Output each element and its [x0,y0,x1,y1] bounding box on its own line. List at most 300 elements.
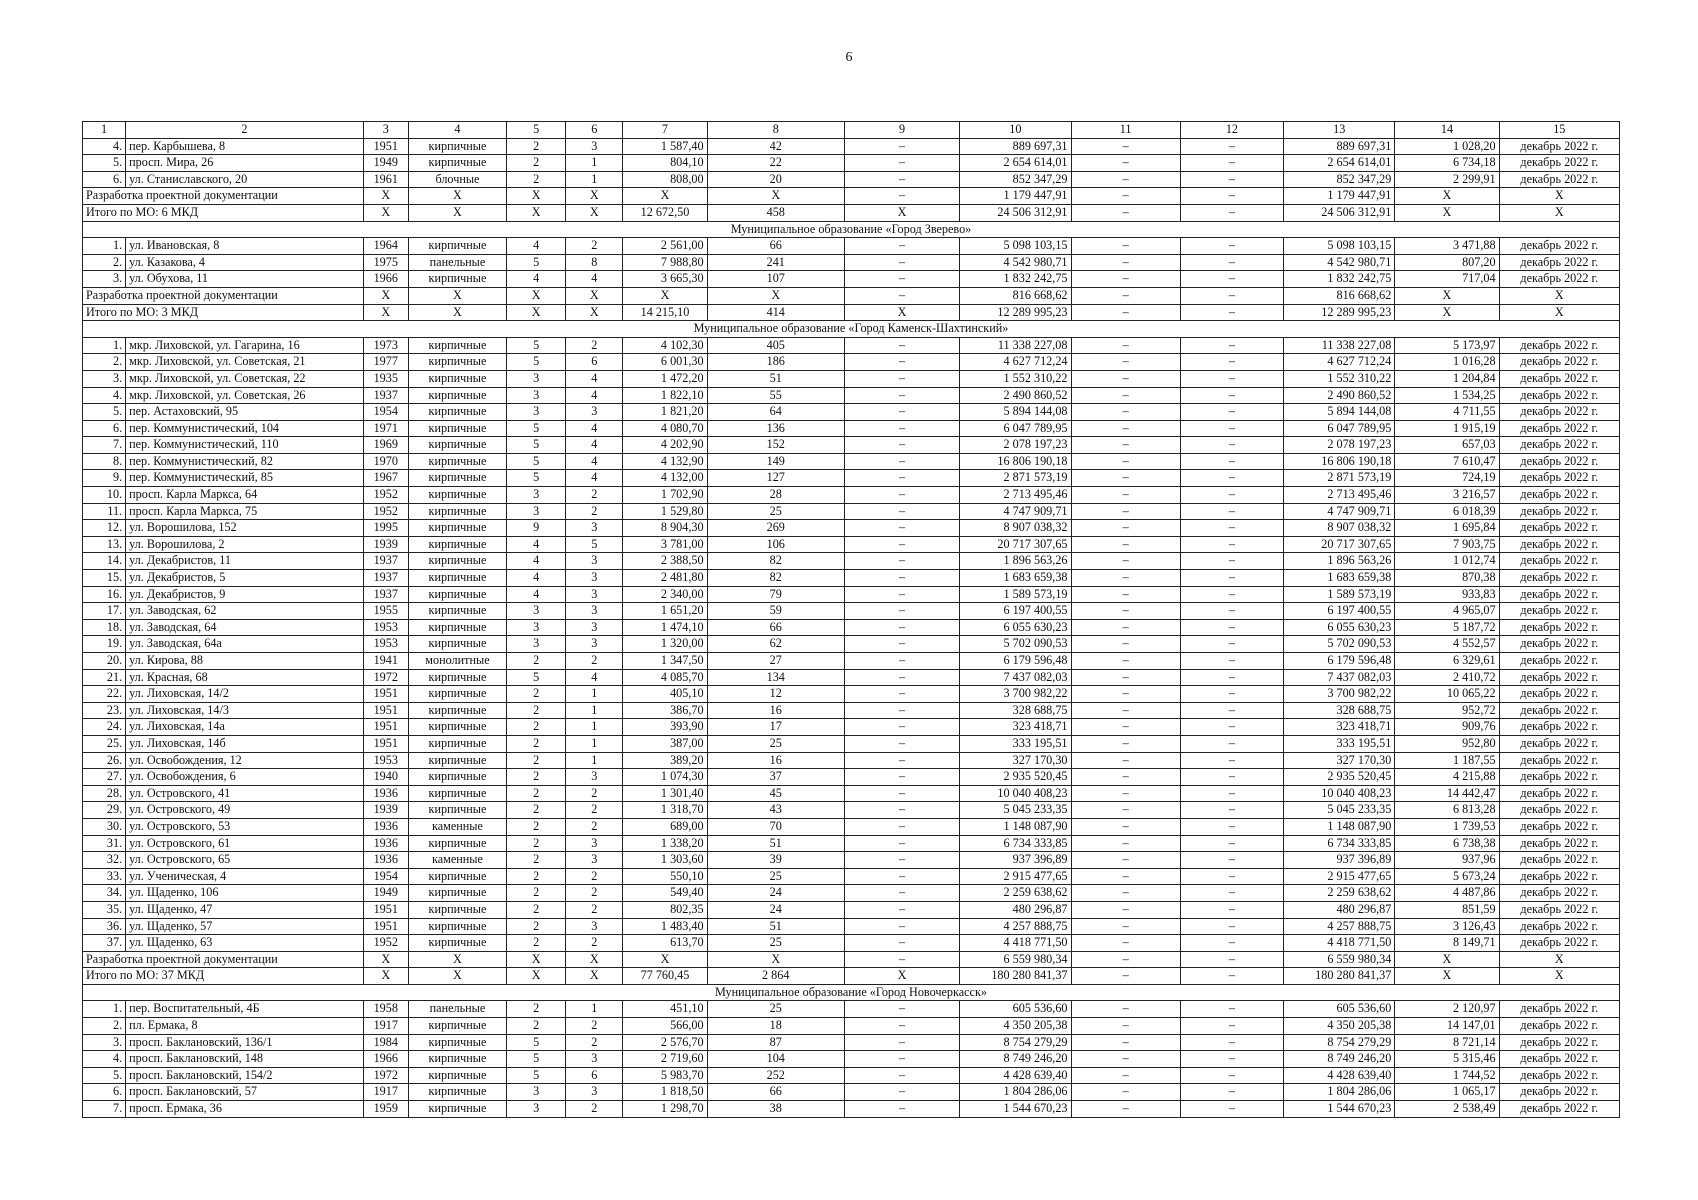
table-cell: – [1180,603,1283,620]
table-cell: 6 738,38 [1395,835,1499,852]
table-cell: – [1180,868,1283,885]
summary-cell: 1 179 447,91 [960,188,1071,205]
summary-row [83,287,1620,304]
table-cell: – [1071,835,1180,852]
table-cell: 25 [707,935,844,952]
table-cell: 2 713 495,46 [1284,487,1395,504]
table-cell: ул. Декабристов, 9 [126,586,364,603]
table-cell: 1937 [363,553,408,570]
table-cell: 3. [83,1034,126,1051]
table-cell: 87 [707,1034,844,1051]
table-cell: ул. Лиховская, 14/2 [126,686,364,703]
table-cell: 2 490 860,52 [1284,387,1395,404]
summary-cell: 180 280 841,37 [1284,968,1395,985]
table-cell: просп. Ермака, 36 [126,1101,364,1118]
table-cell: 2 120,97 [1395,1001,1499,1018]
table-cell: – [1180,636,1283,653]
table-cell: кирпичные [408,536,506,553]
table-cell: 2 654 614,01 [960,155,1071,172]
table-cell: 4 [507,586,566,603]
municipality-title: Муниципальное образование «Город Зверево» [83,221,1620,238]
table-cell: 1939 [363,536,408,553]
table-cell: – [1071,570,1180,587]
table-cell: 1 896 563,26 [960,553,1071,570]
table-cell: 2 [507,785,566,802]
table-cell: 3 471,88 [1395,238,1499,255]
summary-cell: – [1180,968,1283,985]
table-cell: 605 536,60 [1284,1001,1395,1018]
table-cell: 1 074,30 [623,769,707,786]
table-cell: декабрь 2022 г. [1499,470,1619,487]
summary-cell: X [566,968,623,985]
table-row [83,918,1620,935]
table-cell: 2 [566,885,623,902]
table-cell: пер. Карбышева, 8 [126,138,364,155]
table-cell: 1951 [363,686,408,703]
summary-label: Разработка проектной документации [83,188,364,205]
table-cell: 2 915 477,65 [960,868,1071,885]
table-cell: 6 [566,354,623,371]
table-cell: кирпичные [408,769,506,786]
table-cell: 870,38 [1395,570,1499,587]
table-cell: 25. [83,735,126,752]
summary-cell: X [408,287,506,304]
table-cell: 4 [507,238,566,255]
table-cell: 6 179 596,48 [960,653,1071,670]
table-cell: 2 871 573,19 [1284,470,1395,487]
table-cell: – [1180,586,1283,603]
table-cell: 1 651,20 [623,603,707,620]
table-cell: – [1071,669,1180,686]
table-cell: 55 [707,387,844,404]
table-cell: 1 544 670,23 [1284,1101,1395,1118]
table-cell: декабрь 2022 г. [1499,1034,1619,1051]
table-cell: – [1071,586,1180,603]
table-cell: – [844,735,959,752]
table-cell: 1977 [363,354,408,371]
table-cell: 1. [83,337,126,354]
table-cell: 11 338 227,08 [960,337,1071,354]
table-cell: 2 [507,868,566,885]
table-cell: – [1180,354,1283,371]
table-row [83,1051,1620,1068]
repair-program-table [82,121,1620,1118]
table-cell: 107 [707,271,844,288]
table-cell: 5. [83,155,126,172]
table-cell: – [1071,1101,1180,1118]
table-cell: 4 [566,453,623,470]
table-row [83,138,1620,155]
table-cell: – [1071,752,1180,769]
table-cell: 1 552 310,22 [1284,370,1395,387]
table-cell: 566,00 [623,1018,707,1035]
table-cell: панельные [408,254,506,271]
table-cell: 6 [566,1067,623,1084]
summary-row [83,968,1620,985]
table-cell: 3 [507,404,566,421]
table-cell: – [844,453,959,470]
table-cell: – [1071,254,1180,271]
table-cell: 724,19 [1395,470,1499,487]
table-cell: – [844,520,959,537]
table-cell: 2 [507,702,566,719]
table-cell: 328 688,75 [1284,702,1395,719]
table-cell: 2 [507,818,566,835]
table-cell: 16 806 190,18 [960,453,1071,470]
table-cell: 1951 [363,901,408,918]
table-cell: – [844,437,959,454]
table-cell: 2 [507,155,566,172]
summary-cell: X [1499,204,1619,221]
table-cell: 1 472,20 [623,370,707,387]
table-cell: 6 018,39 [1395,503,1499,520]
table-cell: 4 257 888,75 [960,918,1071,935]
table-cell: – [1180,1018,1283,1035]
table-cell: – [1180,254,1283,271]
summary-cell: X [507,304,566,321]
table-cell: 59 [707,603,844,620]
table-cell: – [1180,686,1283,703]
table-cell: 1 804 286,06 [1284,1084,1395,1101]
table-cell: 3 216,57 [1395,487,1499,504]
table-cell: 1 204,84 [1395,370,1499,387]
table-cell: 5 894 144,08 [1284,404,1395,421]
table-cell: 19. [83,636,126,653]
table-cell: 66 [707,238,844,255]
table-cell: 11 338 227,08 [1284,337,1395,354]
table-cell: ул. Декабристов, 5 [126,570,364,587]
table-cell: – [1180,1084,1283,1101]
table-cell: 2 713 495,46 [960,487,1071,504]
table-cell: ул. Освобождения, 12 [126,752,364,769]
table-cell: ул. Заводская, 62 [126,603,364,620]
table-cell: 14 147,01 [1395,1018,1499,1035]
table-cell: кирпичные [408,453,506,470]
table-cell: 605 536,60 [960,1001,1071,1018]
table-cell: – [1180,752,1283,769]
table-cell: 1 303,60 [623,852,707,869]
table-cell: – [1180,520,1283,537]
table-cell: – [1180,901,1283,918]
table-cell: декабрь 2022 г. [1499,586,1619,603]
table-cell: – [1071,138,1180,155]
table-cell: 657,03 [1395,437,1499,454]
summary-cell: X [1395,968,1499,985]
table-cell: – [1071,686,1180,703]
table-cell: – [844,470,959,487]
table-cell: – [1071,918,1180,935]
table-row [83,769,1620,786]
table-cell: кирпичные [408,1084,506,1101]
summary-cell: X [1395,951,1499,968]
table-cell: 4 542 980,71 [1284,254,1395,271]
table-cell: – [1071,818,1180,835]
column-number: 10 [960,122,1071,139]
table-cell: 5 [507,453,566,470]
table-cell: 405 [707,337,844,354]
table-cell: – [844,536,959,553]
table-cell: 6 047 789,95 [1284,420,1395,437]
table-cell: 3 [507,619,566,636]
table-cell: 104 [707,1051,844,1068]
table-cell: – [1071,1018,1180,1035]
table-cell: декабрь 2022 г. [1499,404,1619,421]
table-cell: декабрь 2022 г. [1499,835,1619,852]
table-cell: 1 821,20 [623,404,707,421]
summary-cell: X [408,968,506,985]
table-cell: – [1180,1067,1283,1084]
table-cell: 1 702,90 [623,487,707,504]
table-cell: просп. Баклановский, 154/2 [126,1067,364,1084]
table-cell: – [844,901,959,918]
table-cell: 1 [566,719,623,736]
table-cell: кирпичные [408,686,506,703]
table-cell: 1 683 659,38 [1284,570,1395,587]
table-cell: 4 552,57 [1395,636,1499,653]
table-row [83,370,1620,387]
table-cell: 4 080,70 [623,420,707,437]
table-cell: 2 388,50 [623,553,707,570]
table-cell: 3 [566,138,623,155]
table-cell: 4 350 205,38 [960,1018,1071,1035]
table-cell: 12 [707,686,844,703]
summary-cell: X [566,304,623,321]
summary-cell: X [507,188,566,205]
table-cell: 2 [507,852,566,869]
table-cell: 36. [83,918,126,935]
table-cell: кирпичные [408,802,506,819]
summary-cell: 14 215,10 [623,304,707,321]
table-cell: – [1180,918,1283,935]
table-cell: кирпичные [408,271,506,288]
table-cell: – [844,702,959,719]
table-cell: 25 [707,1001,844,1018]
table-row [83,171,1620,188]
table-cell: 2 [507,835,566,852]
table-cell: 2 [507,171,566,188]
column-number: 15 [1499,122,1619,139]
table-cell: кирпичные [408,155,506,172]
table-cell: – [844,818,959,835]
table-cell: 1 [566,155,623,172]
table-cell: 6 055 630,23 [960,619,1071,636]
table-cell: каменные [408,818,506,835]
table-cell: 4 428 639,40 [1284,1067,1395,1084]
table-cell: – [1180,1034,1283,1051]
table-cell: декабрь 2022 г. [1499,1051,1619,1068]
table-cell: 4 [566,669,623,686]
table-cell: 5 187,72 [1395,619,1499,636]
table-cell: – [1180,138,1283,155]
table-cell: 1966 [363,271,408,288]
table-cell: 1 474,10 [623,619,707,636]
table-row [83,1084,1620,1101]
table-row [83,586,1620,603]
table-cell: кирпичные [408,138,506,155]
summary-cell: 180 280 841,37 [960,968,1071,985]
summary-cell: X [1499,304,1619,321]
table-cell: – [844,553,959,570]
summary-cell: – [1180,287,1283,304]
table-cell: 852 347,29 [1284,171,1395,188]
table-cell: 1 298,70 [623,1101,707,1118]
table-row [83,1018,1620,1035]
table-cell: ул. Лиховская, 14б [126,735,364,752]
table-cell: кирпичные [408,901,506,918]
summary-cell: X [566,287,623,304]
table-cell: – [1071,1034,1180,1051]
table-cell: – [1180,404,1283,421]
table-cell: 1971 [363,420,408,437]
table-cell: кирпичные [408,238,506,255]
municipality-section-row [83,984,1620,1001]
table-cell: 12. [83,520,126,537]
table-cell: – [1071,619,1180,636]
table-cell: кирпичные [408,785,506,802]
table-cell: 1 832 242,75 [1284,271,1395,288]
table-cell: – [844,603,959,620]
table-cell: 15. [83,570,126,587]
summary-cell: X [623,951,707,968]
municipality-title: Муниципальное образование «Город Каменск-Шахтинский» [83,321,1620,338]
summary-cell: – [1071,951,1180,968]
table-cell: – [1180,420,1283,437]
table-row [83,354,1620,371]
table-cell: 8 754 279,29 [1284,1034,1395,1051]
table-cell: 1995 [363,520,408,537]
table-cell: 2 078 197,23 [960,437,1071,454]
table-cell: 1951 [363,918,408,935]
table-cell: 1 822,10 [623,387,707,404]
table-row [83,686,1620,703]
table-row [83,437,1620,454]
table-cell: 480 296,87 [960,901,1071,918]
table-cell: 3 [507,370,566,387]
table-cell: – [1180,1051,1283,1068]
table-cell: декабрь 2022 г. [1499,636,1619,653]
summary-row [83,304,1620,321]
table-cell: 3 [507,636,566,653]
table-row [83,453,1620,470]
table-cell: – [1180,487,1283,504]
table-cell: 37 [707,769,844,786]
summary-cell: X [507,951,566,968]
table-cell: пер. Воспитательный, 4Б [126,1001,364,1018]
table-cell: 3 665,30 [623,271,707,288]
table-cell: 4 [507,271,566,288]
table-cell: – [1071,553,1180,570]
table-cell: кирпичные [408,553,506,570]
table-cell: 5 673,24 [1395,868,1499,885]
summary-cell: X [363,968,408,985]
table-cell: 1 320,00 [623,636,707,653]
table-cell: 2 [507,735,566,752]
table-cell: 20 717 307,65 [960,536,1071,553]
column-number: 9 [844,122,959,139]
table-cell: 937 396,89 [960,852,1071,869]
table-cell: 2 561,00 [623,238,707,255]
table-cell: декабрь 2022 г. [1499,1018,1619,1035]
summary-cell: X [408,304,506,321]
summary-row [83,951,1620,968]
table-cell: 1969 [363,437,408,454]
table-cell: 1 [566,171,623,188]
table-cell: 1 529,80 [623,503,707,520]
table-cell: 1 589 573,19 [960,586,1071,603]
table-cell: 909,76 [1395,719,1499,736]
table-cell: 4 257 888,75 [1284,918,1395,935]
table-cell: мкр. Лиховской, ул. Советская, 21 [126,354,364,371]
table-cell: 5 [507,437,566,454]
table-cell: 2 340,00 [623,586,707,603]
table-cell: – [1071,437,1180,454]
table-cell: 2 259 638,62 [1284,885,1395,902]
table-cell: – [844,586,959,603]
table-cell: 127 [707,470,844,487]
table-cell: – [844,404,959,421]
table-cell: 1951 [363,735,408,752]
table-cell: 4 132,90 [623,453,707,470]
table-cell: – [1071,935,1180,952]
table-cell: 3 [566,835,623,852]
table-cell: 2 [566,238,623,255]
table-cell: 6 734 333,85 [960,835,1071,852]
table-cell: 2 719,60 [623,1051,707,1068]
summary-cell: 816 668,62 [960,287,1071,304]
table-cell: – [1180,935,1283,952]
table-cell: – [1071,337,1180,354]
table-cell: пл. Ермака, 8 [126,1018,364,1035]
table-cell: ул. Ивановская, 8 [126,238,364,255]
table-cell: ул. Освобождения, 6 [126,769,364,786]
table-cell: кирпичные [408,935,506,952]
table-cell: 2 [566,818,623,835]
table-cell: 16 [707,752,844,769]
table-cell: – [844,785,959,802]
table-cell: 3 [566,586,623,603]
table-cell: 1 483,40 [623,918,707,935]
table-cell: пер. Коммунистический, 82 [126,453,364,470]
table-cell: 2 [507,901,566,918]
table-cell: декабрь 2022 г. [1499,852,1619,869]
summary-cell: – [844,287,959,304]
table-cell: 8 754 279,29 [960,1034,1071,1051]
table-cell: 1967 [363,470,408,487]
table-cell: 2 [566,1034,623,1051]
table-row [83,702,1620,719]
table-cell: – [1180,818,1283,835]
table-cell: 1936 [363,852,408,869]
table-cell: 2 [507,653,566,670]
summary-cell: – [1180,304,1283,321]
column-number: 2 [126,122,364,139]
table-cell: – [844,1101,959,1118]
table-cell: декабрь 2022 г. [1499,702,1619,719]
summary-cell: 458 [707,204,844,221]
table-cell: 1 896 563,26 [1284,553,1395,570]
table-cell: 1941 [363,653,408,670]
table-cell: 1972 [363,669,408,686]
table-cell: 6. [83,171,126,188]
table-cell: 1937 [363,387,408,404]
table-cell: ул. Красная, 68 [126,669,364,686]
table-cell: 405,10 [623,686,707,703]
table-cell: – [1180,453,1283,470]
table-cell: 952,72 [1395,702,1499,719]
table-cell: 10 065,22 [1395,686,1499,703]
table-cell: 4 350 205,38 [1284,1018,1395,1035]
table-row [83,570,1620,587]
